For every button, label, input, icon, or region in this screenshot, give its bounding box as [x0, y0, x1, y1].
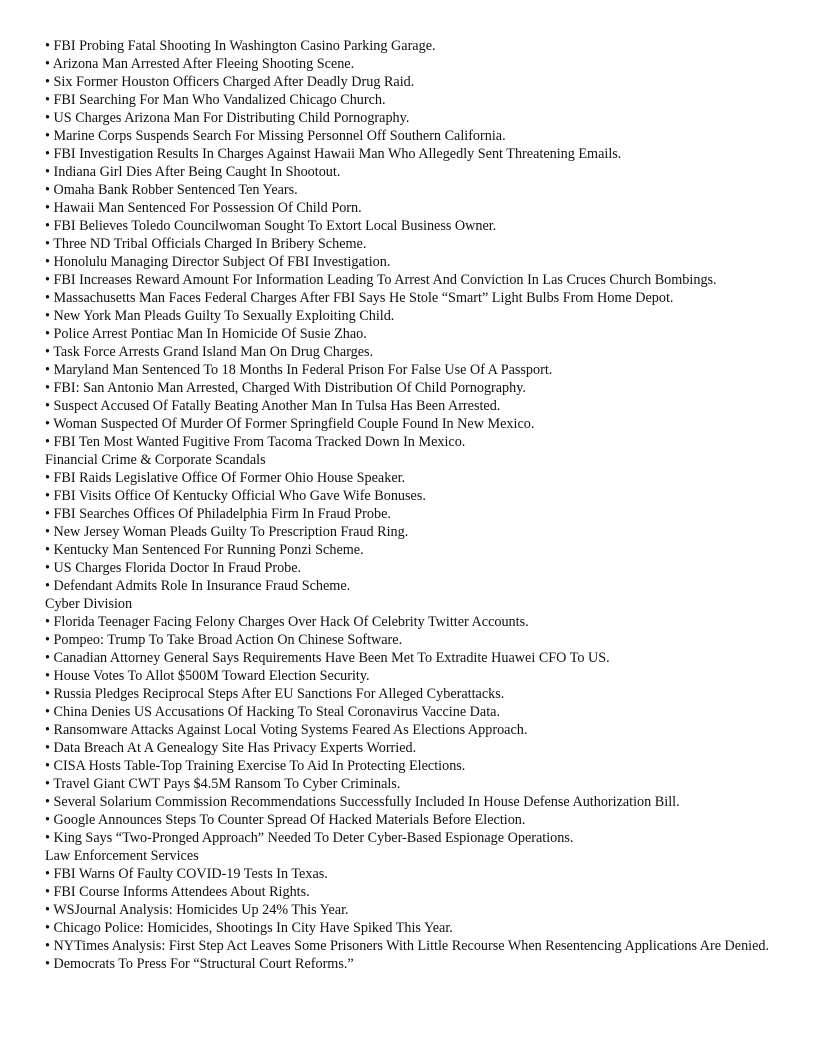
- list-item: • Six Former Houston Officers Charged After Deadly Drug Raid.: [45, 74, 415, 90]
- section-financial-crime: [45, 451, 775, 595]
- list-item: • Three ND Tribal Officials Charged In Bribery Scheme.: [45, 236, 367, 252]
- list-item: • FBI Ten Most Wanted Fugitive From Tacoma Tracked Down In Mexico.: [45, 434, 466, 450]
- list-item: • Kentucky Man Sentenced For Running Ponzi Scheme.: [45, 542, 364, 558]
- list-item: • Democrats To Press For “Structural Court Reforms.”: [45, 956, 354, 972]
- list-item: • Marine Corps Suspends Search For Missing Personnel Off Southern California.: [45, 128, 506, 144]
- list-item: • FBI Probing Fatal Shooting In Washington Casino Parking Garage.: [45, 38, 436, 54]
- list-item: • Canadian Attorney General Says Requirements Have Been Met To Extradite Huawei CFO To US.: [45, 650, 610, 666]
- list-item: • Pompeo: Trump To Take Broad Action On Chinese Software.: [45, 632, 403, 648]
- list-item: • Massachusetts Man Faces Federal Charges After FBI Says He Stole “Smart” Light Bulbs From Home Depot.: [45, 290, 674, 306]
- section-heading: Cyber Division: [45, 596, 133, 612]
- list-item: • Suspect Accused Of Fatally Beating Another Man In Tulsa Has Been Arrested.: [45, 398, 501, 414]
- list-item: • Hawaii Man Sentenced For Possession Of Child Porn.: [45, 200, 362, 216]
- section-cyber-division: [45, 595, 775, 847]
- list-item: • NYTimes Analysis: First Step Act Leaves Some Prisoners With Little Recourse When Resentencing Applications Are Denied.: [45, 938, 770, 954]
- list-item: • FBI Warns Of Faulty COVID-19 Tests In Texas.: [45, 866, 328, 882]
- list-item: • CISA Hosts Table-Top Training Exercise To Aid In Protecting Elections.: [45, 758, 466, 774]
- list-item: • FBI Course Informs Attendees About Rights.: [45, 884, 310, 900]
- list-item: • China Denies US Accusations Of Hacking To Steal Coronavirus Vaccine Data.: [45, 704, 500, 720]
- list-item: • Arizona Man Arrested After Fleeing Shooting Scene.: [45, 56, 355, 72]
- list-item: • FBI Searching For Man Who Vandalized Chicago Church.: [45, 92, 386, 108]
- list-item: • FBI Believes Toledo Councilwoman Sought To Extort Local Business Owner.: [45, 218, 497, 234]
- list-item: • Chicago Police: Homicides, Shootings In City Have Spiked This Year.: [45, 920, 453, 936]
- list-item: • FBI Investigation Results In Charges Against Hawaii Man Who Allegedly Sent Threatening Emails.: [45, 146, 622, 162]
- section-heading: Law Enforcement Services: [45, 848, 199, 864]
- list-item: • Police Arrest Pontiac Man In Homicide Of Susie Zhao.: [45, 326, 367, 342]
- list-item: • FBI Searches Offices Of Philadelphia Firm In Fraud Probe.: [45, 506, 391, 522]
- list-item: • WSJournal Analysis: Homicides Up 24% This Year.: [45, 902, 349, 918]
- news-brief-document: [45, 37, 775, 973]
- list-item: • House Votes To Allot $500M Toward Election Security.: [45, 668, 370, 684]
- list-item: • New York Man Pleads Guilty To Sexually Exploiting Child.: [45, 308, 395, 324]
- list-item: • Ransomware Attacks Against Local Voting Systems Feared As Elections Approach.: [45, 722, 528, 738]
- list-item: • New Jersey Woman Pleads Guilty To Prescription Fraud Ring.: [45, 524, 409, 540]
- list-item: • Defendant Admits Role In Insurance Fraud Scheme.: [45, 578, 351, 594]
- list-item: • FBI Visits Office Of Kentucky Official Who Gave Wife Bonuses.: [45, 488, 426, 504]
- section-law-enforcement: [45, 847, 775, 973]
- list-item: • Task Force Arrests Grand Island Man On Drug Charges.: [45, 344, 374, 360]
- list-item: • Travel Giant CWT Pays $4.5M Ransom To Cyber Criminals.: [45, 776, 401, 792]
- list-item: • US Charges Arizona Man For Distributing Child Pornography.: [45, 110, 410, 126]
- list-item: • FBI Raids Legislative Office Of Former Ohio House Speaker.: [45, 470, 406, 486]
- list-item: • Honolulu Managing Director Subject Of FBI Investigation.: [45, 254, 391, 270]
- list-item: • FBI: San Antonio Man Arrested, Charged With Distribution Of Child Pornography.: [45, 380, 526, 396]
- list-item: • Data Breach At A Genealogy Site Has Privacy Experts Worried.: [45, 740, 417, 756]
- section-heading: Financial Crime & Corporate Scandals: [45, 452, 266, 468]
- list-item: • Russia Pledges Reciprocal Steps After EU Sanctions For Alleged Cyberattacks.: [45, 686, 505, 702]
- list-item: • Florida Teenager Facing Felony Charges Over Hack Of Celebrity Twitter Accounts.: [45, 614, 529, 630]
- list-item: • Woman Suspected Of Murder Of Former Springfield Couple Found In New Mexico.: [45, 416, 535, 432]
- section-general: [45, 37, 775, 451]
- list-item: • Several Solarium Commission Recommendations Successfully Included In House Defense Authorization Bill.: [45, 794, 680, 810]
- list-item: • Google Announces Steps To Counter Spread Of Hacked Materials Before Election.: [45, 812, 526, 828]
- list-item: • Indiana Girl Dies After Being Caught In Shootout.: [45, 164, 341, 180]
- list-item: • FBI Increases Reward Amount For Information Leading To Arrest And Conviction In Las Cruces Church Bombings.: [45, 272, 717, 288]
- list-item: • US Charges Florida Doctor In Fraud Probe.: [45, 560, 302, 576]
- list-item: • Maryland Man Sentenced To 18 Months In Federal Prison For False Use Of A Passport.: [45, 362, 553, 378]
- list-item: • Omaha Bank Robber Sentenced Ten Years.: [45, 182, 298, 198]
- list-item: • King Says “Two-Pronged Approach” Needed To Deter Cyber-Based Espionage Operations.: [45, 830, 574, 846]
